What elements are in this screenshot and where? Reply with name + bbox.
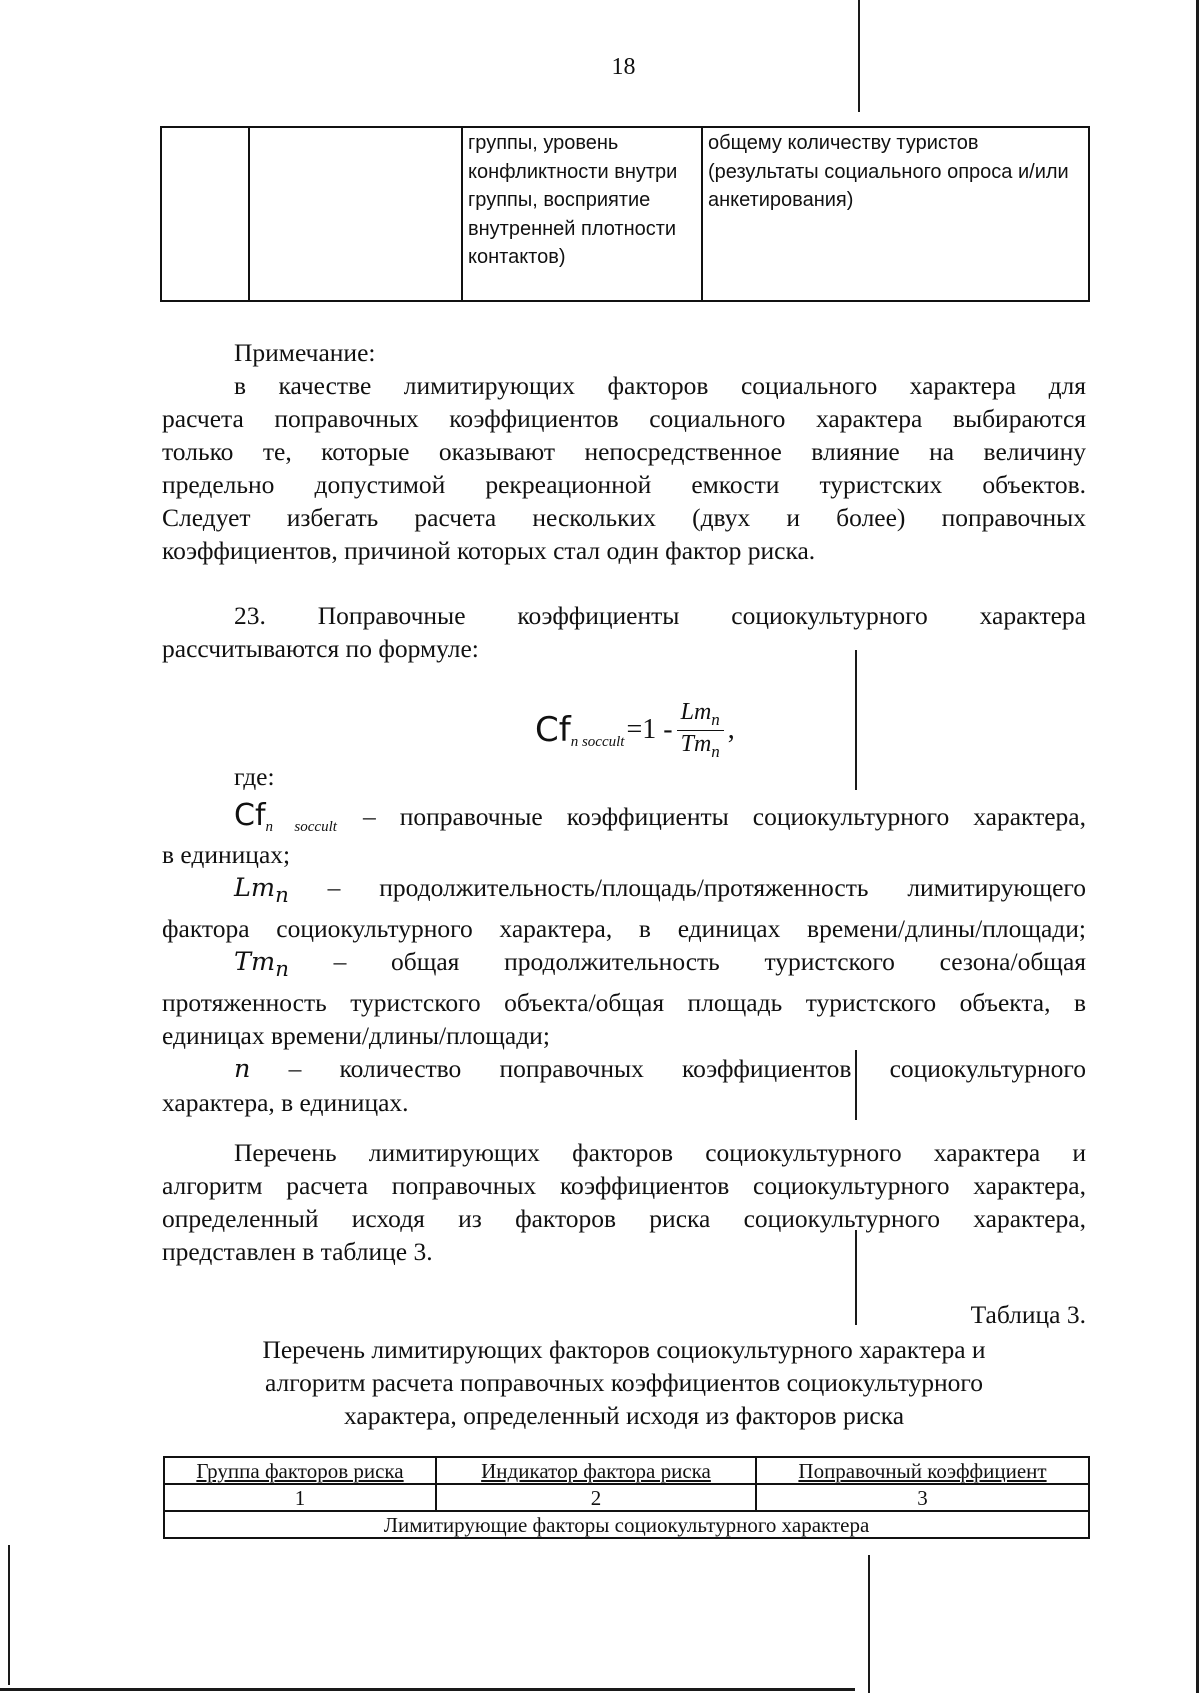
note-line: предельно допустимой рекреационной емкости туристских объектов. xyxy=(162,470,1086,499)
page-number: 18 xyxy=(611,54,636,80)
paragraph-line: Перечень лимитирующих факторов социокультурного характера и xyxy=(234,1138,1086,1167)
definitions-block xyxy=(162,760,1086,1119)
formula-equals: =1 - xyxy=(626,714,673,745)
table-cell xyxy=(161,127,249,301)
formula-denominator: $Tm_n$ xyxy=(680,730,720,761)
definition-line: фактора социокультурного характера, в единицах времени/длины/площади; xyxy=(162,914,1086,944)
table-title-line: алгоритм расчета поправочных коэффициентов социокультурного xyxy=(264,1368,983,1397)
table-cell: группы, уровень конфликтности внутри группы, восприятие внутренней плотности контактов) xyxy=(462,127,702,301)
formula-lhs: Cf xyxy=(535,710,571,750)
scan-artifact-line xyxy=(8,1545,10,1685)
formula-fraction xyxy=(677,699,724,762)
note-line: расчета поправочных коэффициентов социального характера выбираются xyxy=(162,404,1086,433)
table-label: Таблица 3. xyxy=(970,1300,1086,1329)
where-label: где: xyxy=(234,762,275,791)
note-heading: Примечание: xyxy=(234,338,376,367)
table-cell: 1 xyxy=(164,1484,436,1511)
table-row xyxy=(161,127,1089,301)
definition-n: n – количество поправочных коэффициентов социокультурного xyxy=(234,1054,1087,1085)
note-line: только те, которые оказывают непосредственное влияние на величину xyxy=(162,437,1086,466)
continued-table xyxy=(160,126,1090,302)
note-line: Следует избегать расчета нескольких (двух и более) поправочных xyxy=(162,503,1086,532)
definition-line: характера, в единицах. xyxy=(162,1088,409,1118)
formula xyxy=(535,695,735,765)
table-number-row xyxy=(164,1484,1089,1511)
scan-artifact-line xyxy=(0,1688,855,1691)
scan-artifact-line xyxy=(868,1555,870,1693)
table-header-cell: Поправочный коэффициент xyxy=(756,1457,1089,1484)
table-section-row xyxy=(164,1511,1089,1538)
paragraph-line: рассчитываются по формуле: xyxy=(162,634,479,663)
scan-artifact-line xyxy=(1196,0,1199,1693)
table-header-row xyxy=(164,1457,1089,1484)
definition-line: в единицах; xyxy=(162,840,291,869)
table-cell: 2 xyxy=(436,1484,756,1511)
paragraph-line: представлен в таблице 3. xyxy=(162,1237,433,1266)
definition-cf: $Cf_{n soccult}$ – поправочные коэффициенты социокультурного характера, xyxy=(234,798,1086,835)
note-line: коэффициентов, причиной которых стал один фактор риска. xyxy=(162,536,816,565)
table-cell: общему количеству туристов (результаты социального опроса и/или анкетирования) xyxy=(702,127,1089,301)
note-block xyxy=(162,336,1086,567)
formula-numerator: $Lm_n$ xyxy=(677,699,724,731)
table-section-cell: Лимитирующие факторы социокультурного характера xyxy=(164,1511,1089,1538)
definition-lm: $Lm_n$ – продолжительность/площадь/протяженность лимитирующего xyxy=(234,873,1087,909)
paragraph-line: определенный исходя из факторов риска социокультурного характера, xyxy=(162,1204,1086,1233)
formula-lhs-subscript: n soccult xyxy=(570,733,625,750)
perechen-paragraph xyxy=(162,1136,1086,1268)
table-header-cell: Группа факторов риска xyxy=(164,1457,436,1484)
table-title-line: Перечень лимитирующих факторов социокультурного характера и xyxy=(262,1335,986,1364)
table-3 xyxy=(163,1456,1090,1539)
table-cell: 3 xyxy=(756,1484,1089,1511)
table-cell xyxy=(249,127,462,301)
definition-line: протяженность туристского объекта/общая площадь туристского объекта, в xyxy=(162,988,1086,1018)
definition-tm: $Tm_n$ – общая продолжительность туристского сезона/общая xyxy=(234,947,1086,983)
definition-line: единицах времени/длины/площади; xyxy=(162,1021,550,1051)
note-line: в качестве лимитирующих факторов социального характера для xyxy=(234,371,1086,400)
table-header-cell: Индикатор фактора риска xyxy=(436,1457,756,1484)
paragraph-line: 23. Поправочные коэффициенты социокультурного характера xyxy=(234,601,1086,630)
paragraph-line: алгоритм расчета поправочных коэффициентов социокультурного характера, xyxy=(162,1171,1086,1200)
table-title xyxy=(160,1333,1088,1432)
paragraph-23 xyxy=(162,599,1086,665)
formula-tail: , xyxy=(727,714,735,745)
table-title-line: характера, определенный исходя из факторов риска xyxy=(343,1401,905,1430)
